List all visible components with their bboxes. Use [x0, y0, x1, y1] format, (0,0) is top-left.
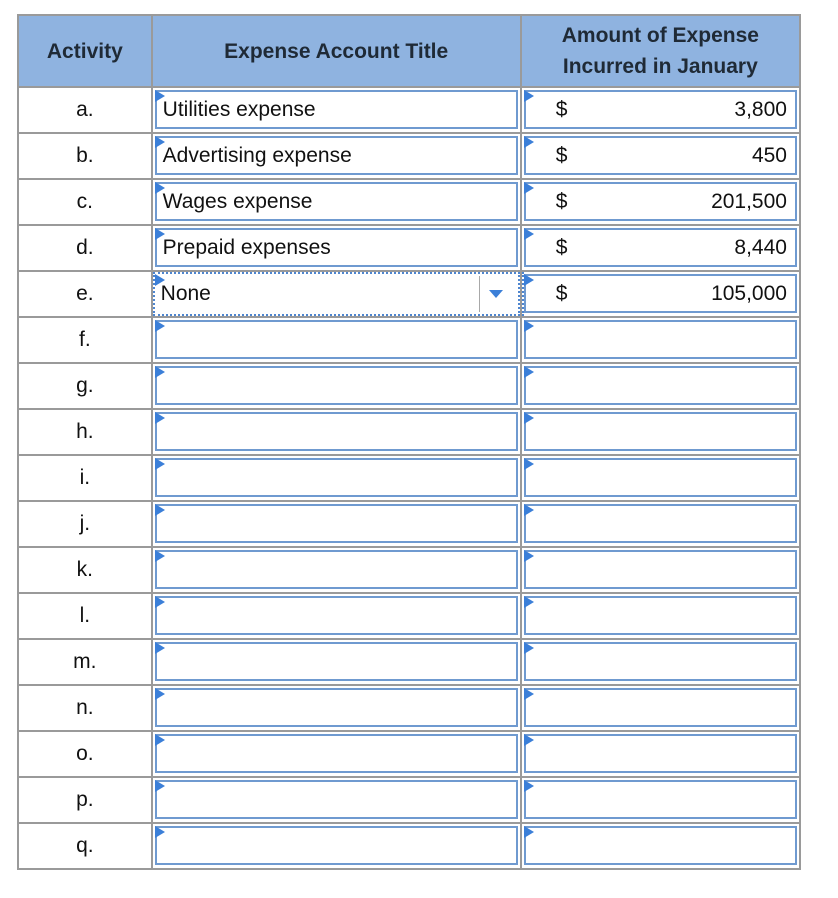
activity-letter: o. — [19, 732, 153, 778]
amount-input[interactable] — [524, 734, 797, 773]
expense-title-cell — [153, 134, 522, 180]
table-row — [19, 272, 801, 318]
table-row — [19, 732, 801, 778]
dollar-sign: $ — [555, 143, 568, 167]
amount-cell — [522, 732, 801, 778]
table-row — [19, 410, 801, 456]
expense-title-value: None — [160, 281, 211, 305]
amount-cell — [522, 364, 801, 410]
triangle-marker-icon — [524, 366, 534, 378]
amount-input[interactable] — [524, 136, 797, 175]
amount-input[interactable] — [524, 90, 797, 129]
amount-input[interactable] — [524, 182, 797, 221]
expense-title-cell — [153, 594, 522, 640]
amount-input[interactable] — [524, 550, 797, 589]
activity-letter: q. — [19, 824, 153, 870]
header-expense-account-title: Expense Account Title — [153, 16, 522, 88]
dollar-sign: $ — [555, 281, 568, 305]
header-amount-line1: Amount of Expense — [561, 24, 759, 47]
amount-cell — [522, 318, 801, 364]
header-activity: Activity — [19, 16, 153, 88]
triangle-marker-icon — [155, 826, 165, 838]
expense-title-select[interactable] — [155, 550, 518, 589]
amount-input[interactable] — [524, 228, 797, 267]
amount-cell — [522, 272, 801, 318]
chevron-down-icon — [489, 290, 503, 298]
amount-cell — [522, 456, 801, 502]
triangle-marker-icon — [155, 90, 165, 102]
triangle-marker-icon — [524, 320, 534, 332]
activity-letter: i. — [19, 456, 153, 502]
expense-title-cell — [153, 272, 522, 318]
table-row — [19, 778, 801, 824]
triangle-marker-icon — [155, 320, 165, 332]
expense-title-cell — [153, 180, 522, 226]
amount-cell — [522, 548, 801, 594]
amount-input[interactable] — [524, 780, 797, 819]
amount-input[interactable] — [524, 320, 797, 359]
amount-cell — [522, 410, 801, 456]
table-row — [19, 134, 801, 180]
expense-title-value: Utilities expense — [162, 97, 316, 121]
amount-cell — [522, 226, 801, 272]
expense-title-value: Advertising expense — [162, 143, 352, 167]
expense-title-select[interactable] — [155, 182, 518, 221]
triangle-marker-icon — [524, 504, 534, 516]
triangle-marker-icon — [524, 826, 534, 838]
activity-letter: e. — [19, 272, 153, 318]
expense-table — [17, 14, 801, 870]
triangle-marker-icon — [155, 550, 165, 562]
amount-cell — [522, 502, 801, 548]
table-row — [19, 180, 801, 226]
amount-value: 450 — [751, 143, 787, 167]
table-row — [19, 594, 801, 640]
amount-input[interactable] — [524, 826, 797, 865]
expense-title-select[interactable] — [155, 412, 518, 451]
table-row — [19, 640, 801, 686]
triangle-marker-icon — [155, 412, 165, 424]
expense-title-select[interactable] — [155, 366, 518, 405]
amount-input[interactable] — [524, 504, 797, 543]
amount-cell — [522, 640, 801, 686]
triangle-marker-icon — [155, 136, 165, 148]
amount-cell — [522, 686, 801, 732]
amount-value: 201,500 — [711, 189, 787, 213]
expense-title-select[interactable] — [155, 780, 518, 819]
expense-title-select[interactable] — [155, 504, 518, 543]
activity-letter: k. — [19, 548, 153, 594]
expense-title-select[interactable] — [155, 458, 518, 497]
expense-title-select[interactable] — [155, 228, 518, 267]
expense-title-cell — [153, 686, 522, 732]
activity-letter: m. — [19, 640, 153, 686]
table-row — [19, 364, 801, 410]
activity-letter: n. — [19, 686, 153, 732]
expense-title-select[interactable] — [155, 136, 518, 175]
triangle-marker-icon — [524, 596, 534, 608]
expense-title-cell — [153, 364, 522, 410]
triangle-marker-icon — [524, 412, 534, 424]
table-row — [19, 456, 801, 502]
activity-letter: f. — [19, 318, 153, 364]
expense-title-select[interactable] — [155, 688, 518, 727]
amount-value: 3,800 — [734, 97, 787, 121]
triangle-marker-icon — [155, 596, 165, 608]
triangle-marker-icon — [524, 458, 534, 470]
triangle-marker-icon — [524, 550, 534, 562]
amount-input[interactable] — [524, 412, 797, 451]
activity-letter: c. — [19, 180, 153, 226]
triangle-marker-icon — [155, 734, 165, 746]
activity-letter: j. — [19, 502, 153, 548]
triangle-marker-icon — [155, 228, 165, 240]
table-row — [19, 548, 801, 594]
expense-title-cell — [153, 456, 522, 502]
expense-title-select[interactable] — [155, 826, 518, 865]
amount-value: 8,440 — [734, 235, 787, 259]
triangle-marker-icon — [155, 504, 165, 516]
expense-title-cell — [153, 410, 522, 456]
amount-input[interactable] — [524, 458, 797, 497]
table-header — [19, 16, 801, 88]
triangle-marker-icon — [155, 182, 165, 194]
triangle-marker-icon — [524, 228, 534, 240]
expense-title-cell — [153, 88, 522, 134]
amount-cell — [522, 594, 801, 640]
activity-letter: h. — [19, 410, 153, 456]
triangle-marker-icon — [155, 458, 165, 470]
dollar-sign: $ — [555, 97, 568, 121]
amount-cell — [522, 134, 801, 180]
expense-title-cell — [153, 778, 522, 824]
amount-input[interactable] — [524, 596, 797, 635]
table-row — [19, 502, 801, 548]
header-amount — [522, 16, 801, 88]
table-row — [19, 226, 801, 272]
activity-letter: g. — [19, 364, 153, 410]
amount-input[interactable] — [524, 366, 797, 405]
amount-cell — [522, 824, 801, 870]
dropdown-button[interactable] — [479, 276, 512, 312]
activity-letter: a. — [19, 88, 153, 134]
expense-title-cell — [153, 640, 522, 686]
table-body — [19, 88, 801, 870]
triangle-marker-icon — [524, 90, 534, 102]
triangle-marker-icon — [524, 642, 534, 654]
table-row — [19, 318, 801, 364]
expense-title-select[interactable] — [155, 734, 518, 773]
activity-letter: b. — [19, 134, 153, 180]
activity-letter: d. — [19, 226, 153, 272]
expense-title-select[interactable] — [155, 90, 518, 129]
triangle-marker-icon — [524, 734, 534, 746]
triangle-marker-icon — [524, 136, 534, 148]
triangle-marker-icon — [524, 780, 534, 792]
amount-input[interactable] — [524, 274, 797, 313]
table-row — [19, 824, 801, 870]
table-row — [19, 88, 801, 134]
expense-title-cell — [153, 732, 522, 778]
triangle-marker-icon — [524, 182, 534, 194]
amount-input[interactable] — [524, 688, 797, 727]
expense-title-cell — [153, 318, 522, 364]
expense-title-select[interactable] — [155, 320, 518, 359]
dollar-sign: $ — [555, 235, 568, 259]
triangle-marker-icon — [524, 688, 534, 700]
expense-title-value: Wages expense — [162, 189, 313, 213]
header-amount-line2: Incurred in January — [562, 55, 758, 78]
triangle-marker-icon — [155, 366, 165, 378]
triangle-marker-icon — [524, 274, 534, 286]
active-select-focus — [153, 272, 520, 316]
activity-letter: p. — [19, 778, 153, 824]
expense-title-cell — [153, 502, 522, 548]
expense-title-cell — [153, 548, 522, 594]
expense-title-select[interactable] — [155, 642, 518, 681]
dollar-sign: $ — [555, 189, 568, 213]
triangle-marker-icon — [155, 642, 165, 654]
table-row — [19, 686, 801, 732]
amount-value: 105,000 — [711, 281, 787, 305]
triangle-marker-icon — [155, 688, 165, 700]
amount-cell — [522, 778, 801, 824]
amount-input[interactable] — [524, 642, 797, 681]
expense-title-cell — [153, 824, 522, 870]
expense-title-cell — [153, 226, 522, 272]
expense-title-value: Prepaid expenses — [162, 235, 331, 259]
activity-letter: l. — [19, 594, 153, 640]
expense-title-select[interactable] — [155, 596, 518, 635]
amount-cell — [522, 180, 801, 226]
focus-edge — [522, 272, 524, 316]
triangle-marker-icon — [155, 780, 165, 792]
amount-cell — [522, 88, 801, 134]
